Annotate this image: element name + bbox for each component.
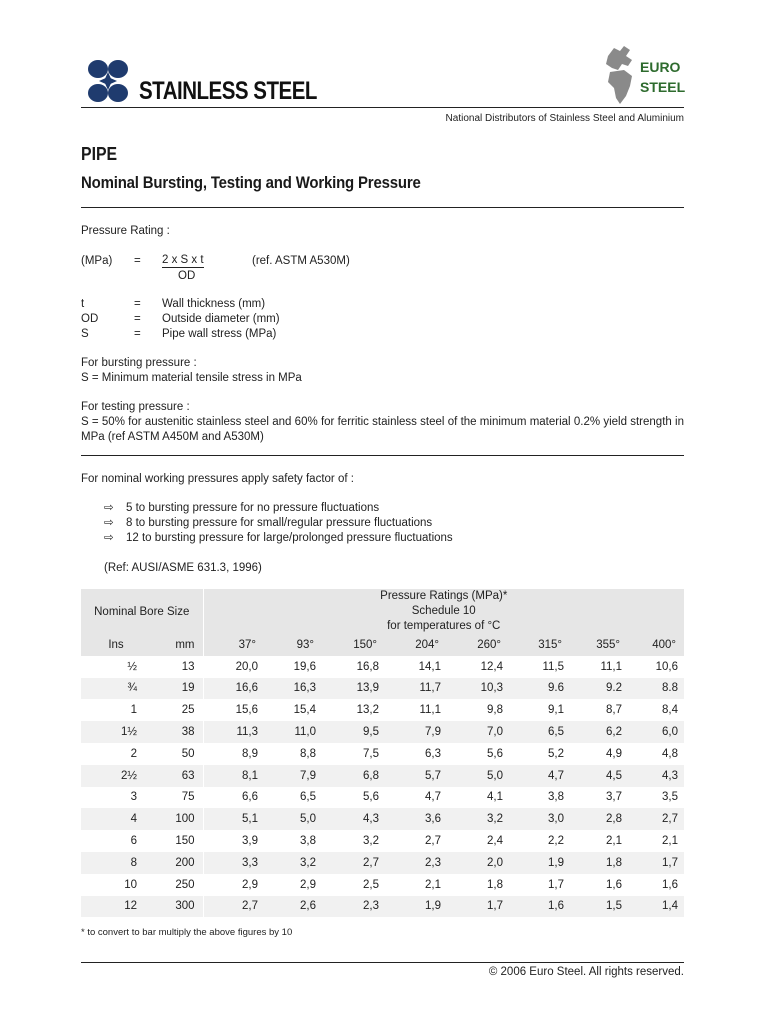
formula-equals: = (134, 255, 141, 267)
cell-mm: 19 (151, 678, 203, 700)
cell-mm: 63 (151, 765, 203, 787)
cell-ins: 3 (130, 791, 137, 804)
cell-pressure: 3,8 (548, 791, 564, 804)
cell-pressure: 1,5 (570, 896, 628, 918)
copyright: © 2006 Euro Steel. All rights reserved. (488, 966, 684, 978)
cell-pressure: 3,6 (385, 808, 447, 830)
cell-pressure: 1,7 (447, 896, 509, 918)
cell-pressure: 10,3 (447, 678, 509, 700)
cell-pressure: 6,5 (509, 721, 570, 743)
cell-pressure: 5,6 (363, 791, 379, 804)
cell-pressure: 6,8 (322, 765, 385, 787)
euro-steel-logo-line1: EURO (640, 59, 681, 75)
cell-mm: 150 (151, 830, 203, 852)
cell-pressure: 1,7 (628, 852, 684, 874)
temperature-label: for temperatures of °C (387, 620, 501, 632)
cell-mm: 25 (151, 699, 203, 721)
arrow-right-icon: ⇨ (104, 517, 114, 529)
cell-ins: ¾ (81, 678, 151, 700)
cell-ins: ½ (127, 660, 137, 673)
euro-steel-logo-icon (600, 42, 690, 110)
cell-ins: 1½ (81, 721, 151, 743)
cell-mm: 50 (151, 743, 203, 765)
cell-pressure: 1,8 (487, 878, 503, 891)
definition-equals: = (134, 313, 141, 325)
page-subtitle: Nominal Bursting, Testing and Working Pressure (81, 173, 421, 192)
cell-pressure: 2,1 (662, 835, 678, 848)
testing-text: S = 50% for austenitic stainless steel and 60% for ferritic stainless steel of the minimum material 0.2% yield strength in MPa (ref ASTM A450M and A530M) (81, 416, 684, 443)
cell-pressure: 16,8 (356, 660, 379, 673)
list-item-text: 8 to bursting pressure for small/regular pressure fluctuations (126, 517, 433, 529)
table-row (81, 830, 684, 852)
cell-pressure: 5,1 (203, 808, 264, 830)
cell-pressure: 7,5 (363, 747, 379, 760)
cell-pressure: 3,9 (242, 835, 258, 848)
cell-pressure: 2,6 (264, 896, 322, 918)
table-row (81, 787, 684, 809)
arrow-right-icon: ⇨ (104, 502, 114, 514)
col-header-temp: 260° (447, 634, 509, 656)
cell-pressure: 11,3 (203, 721, 264, 743)
cell-pressure: 2,7 (322, 852, 385, 874)
cell-pressure: 3,3 (203, 852, 264, 874)
cell-pressure: 2,9 (300, 878, 316, 891)
footer-rule (81, 962, 684, 963)
cell-pressure: 2,1 (425, 878, 441, 891)
cell-pressure: 15,6 (235, 704, 258, 717)
cell-pressure: 8,1 (203, 765, 264, 787)
table-header-row (81, 589, 684, 634)
cell-pressure: 3,8 (300, 835, 316, 848)
col-header-temp: 150° (322, 634, 385, 656)
header-rule (81, 107, 684, 108)
cell-ins: 2½ (81, 765, 151, 787)
cell-mm: 300 (151, 896, 203, 918)
cell-pressure: 14,1 (418, 660, 441, 673)
cell-pressure: 5,6 (487, 747, 503, 760)
cell-pressure: 19,6 (293, 660, 316, 673)
cell-pressure: 2,8 (570, 808, 628, 830)
cell-pressure: 11,1 (419, 704, 441, 717)
cell-pressure: 3,0 (509, 808, 570, 830)
definition-symbol: S (81, 328, 89, 340)
table-row (81, 743, 684, 765)
table-row (81, 678, 684, 700)
cell-pressure: 2,4 (487, 835, 503, 848)
definition-symbol: t (81, 298, 85, 310)
cell-pressure: 8,4 (662, 704, 678, 717)
table-row (81, 699, 684, 721)
col-header-temp: 37° (203, 634, 264, 656)
cell-pressure: 4,3 (322, 808, 385, 830)
cell-pressure: 4,1 (487, 791, 503, 804)
cell-pressure: 11,0 (264, 721, 322, 743)
cell-pressure: 3,2 (447, 808, 509, 830)
cell-ins: 8 (81, 852, 151, 874)
cell-pressure: 1,9 (385, 896, 447, 918)
cell-pressure: 4,9 (606, 747, 622, 760)
cell-pressure: 7,9 (264, 765, 322, 787)
euro-steel-logo-line2: STEEL (640, 79, 686, 95)
cell-pressure: 6,2 (570, 721, 628, 743)
cell-pressure: 4,7 (425, 791, 441, 804)
definition-text: Outside diameter (mm) (162, 313, 280, 325)
stainless-steel-logo-icon (83, 56, 133, 106)
definition-equals: = (134, 328, 141, 340)
cell-pressure: 4,8 (662, 747, 678, 760)
section-rule (81, 455, 684, 456)
pressure-ratings-table (81, 589, 684, 917)
cell-pressure: 1,8 (570, 852, 628, 874)
cell-ins: 4 (81, 808, 151, 830)
cell-pressure: 8.8 (628, 678, 684, 700)
page-title: PIPE (81, 144, 118, 164)
cell-pressure: 7,9 (385, 721, 447, 743)
definition-text: Pipe wall stress (MPa) (162, 328, 277, 340)
table-row (81, 874, 684, 896)
cell-pressure: 4,5 (570, 765, 628, 787)
table-row (81, 721, 684, 743)
cell-pressure: 5,7 (385, 765, 447, 787)
cell-pressure: 1,9 (509, 852, 570, 874)
pressure-rating-intro: Pressure Rating : (81, 225, 170, 237)
definition-text: Wall thickness (mm) (162, 298, 266, 310)
cell-pressure: 1,7 (548, 878, 564, 891)
table-subheader-row (81, 634, 684, 656)
cell-mm: 38 (151, 721, 203, 743)
cell-pressure: 1,6 (509, 896, 570, 918)
cell-pressure: 5,0 (264, 808, 322, 830)
cell-pressure: 2,5 (363, 878, 379, 891)
table-row (81, 656, 684, 678)
list-item (104, 531, 453, 546)
nominal-bore-header: Nominal Bore Size (81, 589, 203, 634)
definition-symbol: OD (81, 313, 99, 325)
cell-pressure: 2,1 (606, 835, 622, 848)
list-item (104, 501, 379, 516)
formula-numerator: 2 x S x t (162, 254, 204, 266)
formula-denominator: OD (178, 270, 196, 282)
col-header-temp: 355° (570, 634, 628, 656)
cell-ins: 6 (130, 835, 137, 848)
cell-pressure: 7,0 (447, 721, 509, 743)
list-item-text: 12 to bursting pressure for large/prolonged pressure fluctuations (126, 532, 453, 544)
table-footnote: * to convert to bar multiply the above figures by 10 (81, 927, 293, 938)
cell-pressure: 2,7 (628, 808, 684, 830)
cell-pressure: 4,7 (509, 765, 570, 787)
list-item (104, 516, 432, 531)
cell-pressure: 1,6 (662, 878, 678, 891)
cell-pressure: 3,2 (264, 852, 322, 874)
cell-pressure: 8,9 (242, 747, 258, 760)
col-header-temp: 400° (628, 634, 684, 656)
cell-pressure: 9,8 (487, 704, 503, 717)
cell-pressure: 9,1 (548, 704, 564, 717)
table-body (81, 656, 684, 918)
cell-pressure: 1,4 (628, 896, 684, 918)
definition-equals: = (134, 298, 141, 310)
cell-pressure: 20,0 (235, 660, 258, 673)
cell-pressure: 6,6 (242, 791, 258, 804)
cell-pressure: 9,5 (322, 721, 385, 743)
arrow-right-icon: ⇨ (104, 532, 114, 544)
cell-pressure: 13,2 (356, 704, 379, 717)
tagline: National Distributors of Stainless Steel and Aluminium (445, 113, 684, 124)
cell-pressure: 11,5 (542, 660, 564, 673)
cell-mm: 250 (151, 874, 203, 896)
working-reference: (Ref: AUSI/ASME 631.3, 1996) (104, 562, 262, 574)
cell-pressure: 3,5 (662, 791, 678, 804)
cell-pressure: 8,7 (606, 704, 622, 717)
table-row (81, 896, 684, 918)
table-row (81, 852, 684, 874)
col-header-mm: mm (151, 634, 203, 656)
col-header-temp: 93° (264, 634, 322, 656)
cell-pressure: 2,3 (385, 852, 447, 874)
cell-pressure: 8,8 (300, 747, 316, 760)
cell-pressure: 1,6 (606, 878, 622, 891)
formula-reference: (ref. ASTM A530M) (252, 255, 350, 267)
cell-pressure: 2,3 (322, 896, 385, 918)
cell-pressure: 13,9 (322, 678, 385, 700)
cell-pressure: 2,2 (548, 835, 564, 848)
cell-pressure: 3,2 (363, 835, 379, 848)
cell-pressure: 6,5 (300, 791, 316, 804)
pressure-ratings-title: Pressure Ratings (MPa)* (380, 590, 508, 602)
cell-pressure: 4,3 (628, 765, 684, 787)
col-header-temp: 315° (509, 634, 570, 656)
cell-mm: 75 (151, 787, 203, 809)
cell-pressure: 3,7 (606, 791, 622, 804)
cell-pressure: 10,6 (655, 660, 678, 673)
col-header-ins: Ins (81, 634, 151, 656)
col-header-temp: 204° (385, 634, 447, 656)
cell-pressure: 2,9 (242, 878, 258, 891)
cell-mm: 100 (151, 808, 203, 830)
cell-pressure: 2,7 (203, 896, 264, 918)
cell-pressure: 12,4 (480, 660, 503, 673)
cell-pressure: 2,0 (447, 852, 509, 874)
cell-pressure: 16,3 (264, 678, 322, 700)
testing-heading: For testing pressure : (81, 401, 190, 413)
schedule-label: Schedule 10 (411, 605, 476, 617)
cell-pressure: 11,7 (385, 678, 447, 700)
working-intro: For nominal working pressures apply safety factor of : (81, 473, 354, 485)
cell-pressure: 11,1 (600, 660, 622, 673)
bursting-heading: For bursting pressure : (81, 357, 197, 369)
cell-pressure: 5,2 (548, 747, 564, 760)
cell-pressure: 6,3 (425, 747, 441, 760)
cell-pressure: 16,6 (203, 678, 264, 700)
title-rule (81, 207, 684, 208)
brand-name: STAINLESS STEEL (139, 77, 317, 105)
cell-pressure: 15,4 (293, 704, 316, 717)
table-row (81, 808, 684, 830)
cell-ins: 12 (81, 896, 151, 918)
table-row (81, 765, 684, 787)
cell-ins: 2 (130, 747, 137, 760)
bursting-text: S = Minimum material tensile stress in MPa (81, 372, 302, 384)
cell-pressure: 2,7 (425, 835, 441, 848)
cell-ins: 1 (130, 704, 137, 717)
formula-lhs: (MPa) (81, 255, 113, 267)
cell-pressure: 5,0 (447, 765, 509, 787)
cell-ins: 10 (124, 878, 137, 891)
cell-mm: 200 (151, 852, 203, 874)
cell-pressure: 6,0 (628, 721, 684, 743)
cell-pressure: 9.2 (570, 678, 628, 700)
cell-mm: 13 (151, 656, 203, 678)
cell-pressure: 9.6 (509, 678, 570, 700)
list-item-text: 5 to bursting pressure for no pressure fluctuations (126, 502, 380, 514)
pressure-ratings-header (203, 589, 684, 634)
